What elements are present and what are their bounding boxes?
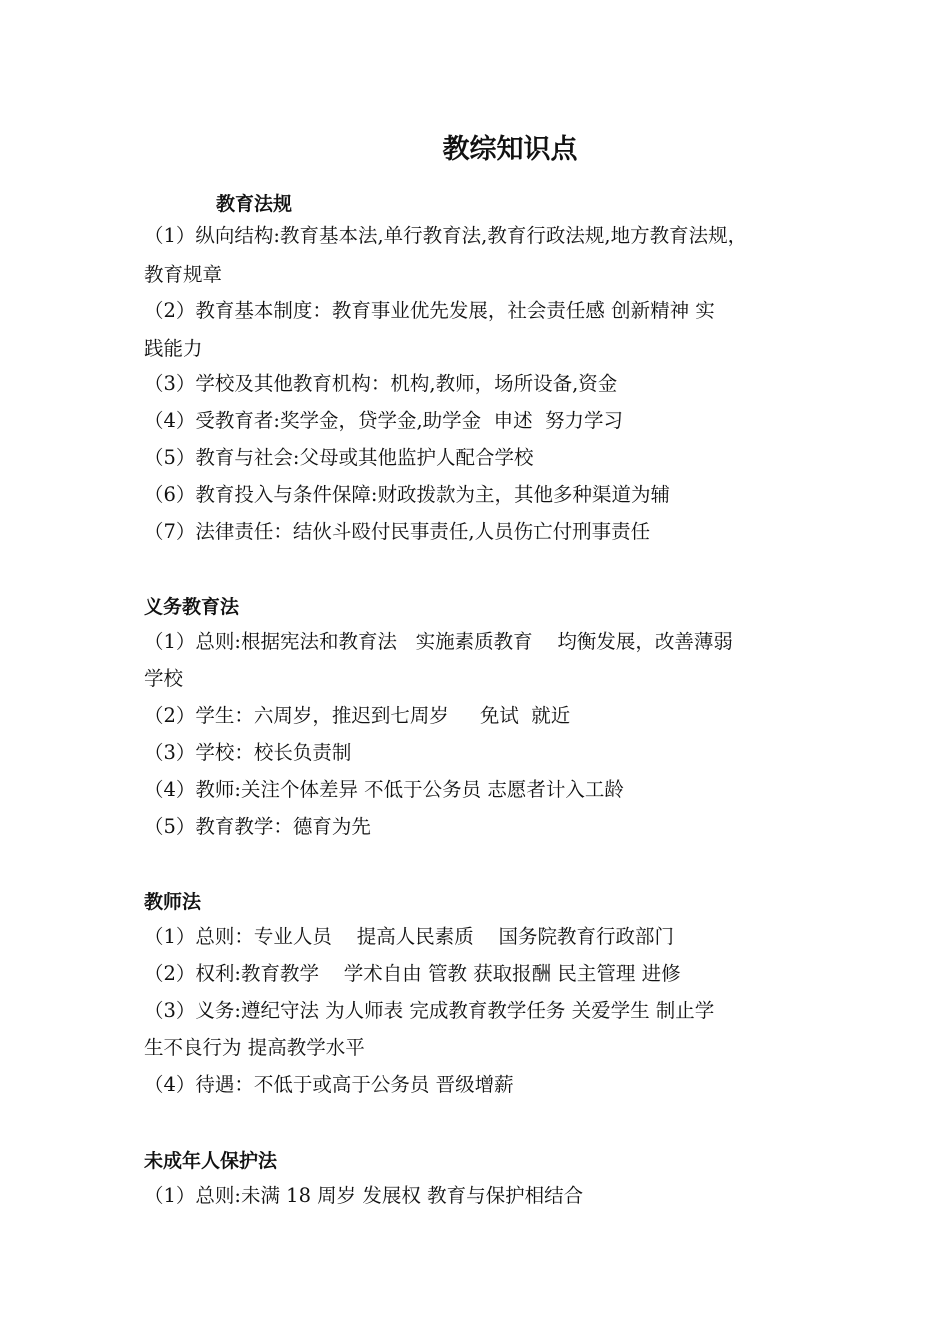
text-line: （3）学校及其他教育机构：机构,教师，场所设备,资金	[144, 372, 618, 395]
text-line: （2）权利:教育教学 学术自由 管教 获取报酬 民主管理 进修	[144, 962, 681, 985]
text-line: （3）义务:遵纪守法 为人师表 完成教育教学任务 关爱学生 制止学	[144, 999, 715, 1022]
text-line: 教育规章	[144, 263, 223, 286]
text-line: （1）总则:根据宪法和教育法 实施素质教育 均衡发展，改善薄弱	[144, 630, 733, 653]
section-heading: 未成年人保护法	[144, 1150, 278, 1172]
text-line: （2）教育基本制度：教育事业优先发展，社会责任感 创新精神 实	[144, 299, 715, 322]
text-line: （2）学生：六周岁，推迟到七周岁 免试 就近	[144, 704, 571, 727]
text-line: （3）学校：校长负责制	[144, 741, 352, 764]
text-line: （1）纵向结构:教育基本法,单行教育法,教育行政法规,地方教育法规，	[144, 224, 748, 247]
text-line: （7）法律责任：结伙斗殴付民事责任,人员伤亡付刑事责任	[144, 520, 651, 543]
text-line: 生不良行为 提高教学水平	[144, 1036, 365, 1059]
text-line: （5）教育教学：德育为先	[144, 815, 371, 838]
text-line: （4）教师:关注个体差异 不低于公务员 志愿者计入工龄	[144, 778, 624, 801]
text-line: （1）总则：专业人员 提高人民素质 国务院教育行政部门	[144, 925, 674, 948]
section-heading: 教育法规	[216, 193, 293, 215]
document-title: 教综知识点	[442, 134, 578, 165]
text-line: （4）受教育者:奖学金，贷学金,助学金 申述 努力学习	[144, 409, 623, 432]
section-heading: 义务教育法	[144, 596, 240, 618]
text-line: （5）教育与社会:父母或其他监护人配合学校	[144, 446, 534, 469]
text-line: 践能力	[144, 337, 203, 360]
section-heading: 教师法	[144, 891, 202, 913]
text-line: （1）总则:未满 18 周岁 发展权 教育与保护相结合	[144, 1184, 584, 1207]
text-line: （4）待遇：不低于或高于公务员 晋级增薪	[144, 1073, 514, 1096]
text-line: 学校	[144, 667, 184, 690]
text-line: （6）教育投入与条件保障:财政拨款为主，其他多种渠道为辅	[144, 483, 670, 506]
